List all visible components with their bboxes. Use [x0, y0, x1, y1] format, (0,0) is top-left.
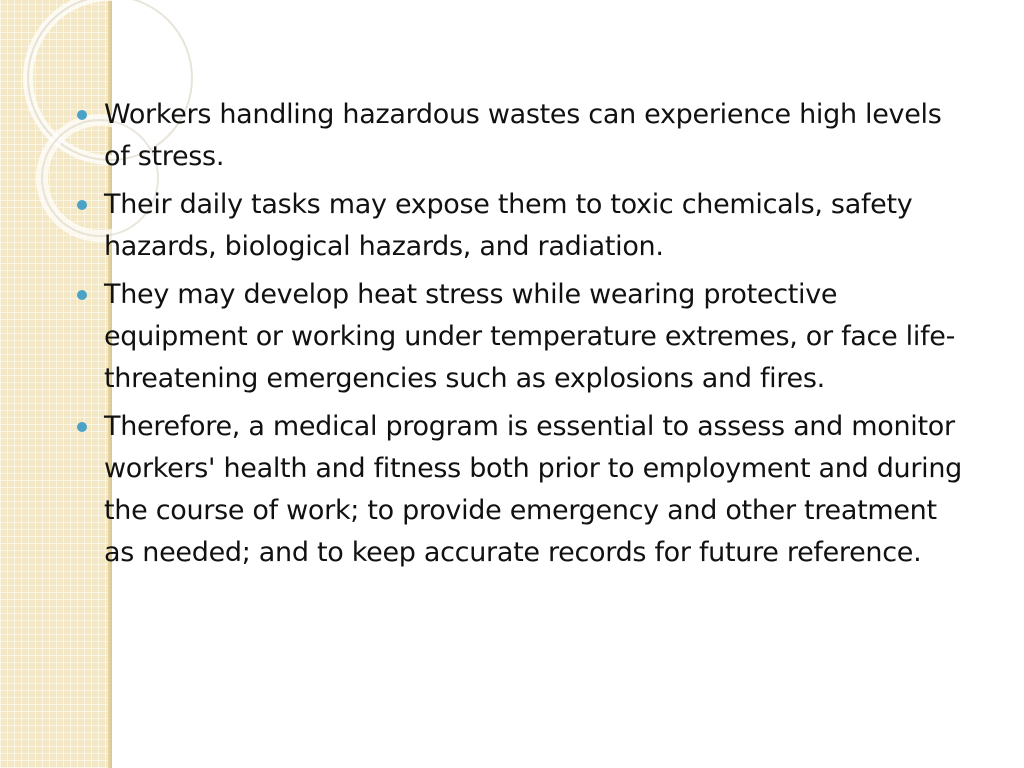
bullet-text-1: Workers handling hazardous wastes can experience high levels of stress.	[104, 99, 942, 172]
bullet-item-1	[74, 94, 974, 178]
slide-content	[74, 94, 974, 580]
bullet-dot-icon	[77, 200, 87, 210]
bullet-dot-icon	[77, 110, 87, 120]
bullet-list	[74, 94, 974, 574]
bullet-item-3	[74, 274, 974, 400]
bullet-text-4: Therefore, a medical program is essential to assess and monitor workers' health and fitness both prior to employment and during the course of work; to provide emergency and other treatment as needed; and to keep accurate records for future reference.	[104, 411, 963, 568]
bullet-item-2	[74, 184, 974, 268]
bullet-item-4	[74, 406, 974, 574]
bullet-dot-icon	[77, 422, 87, 432]
bullet-text-2: Their daily tasks may expose them to toxic chemicals, safety hazards, biological hazards, and radiation.	[104, 189, 913, 262]
bullet-dot-icon	[77, 290, 87, 300]
bullet-text-3: They may develop heat stress while wearing protective equipment or working under temperature extremes, or face life-threatening emergencies such as explosions and fires.	[104, 279, 956, 394]
